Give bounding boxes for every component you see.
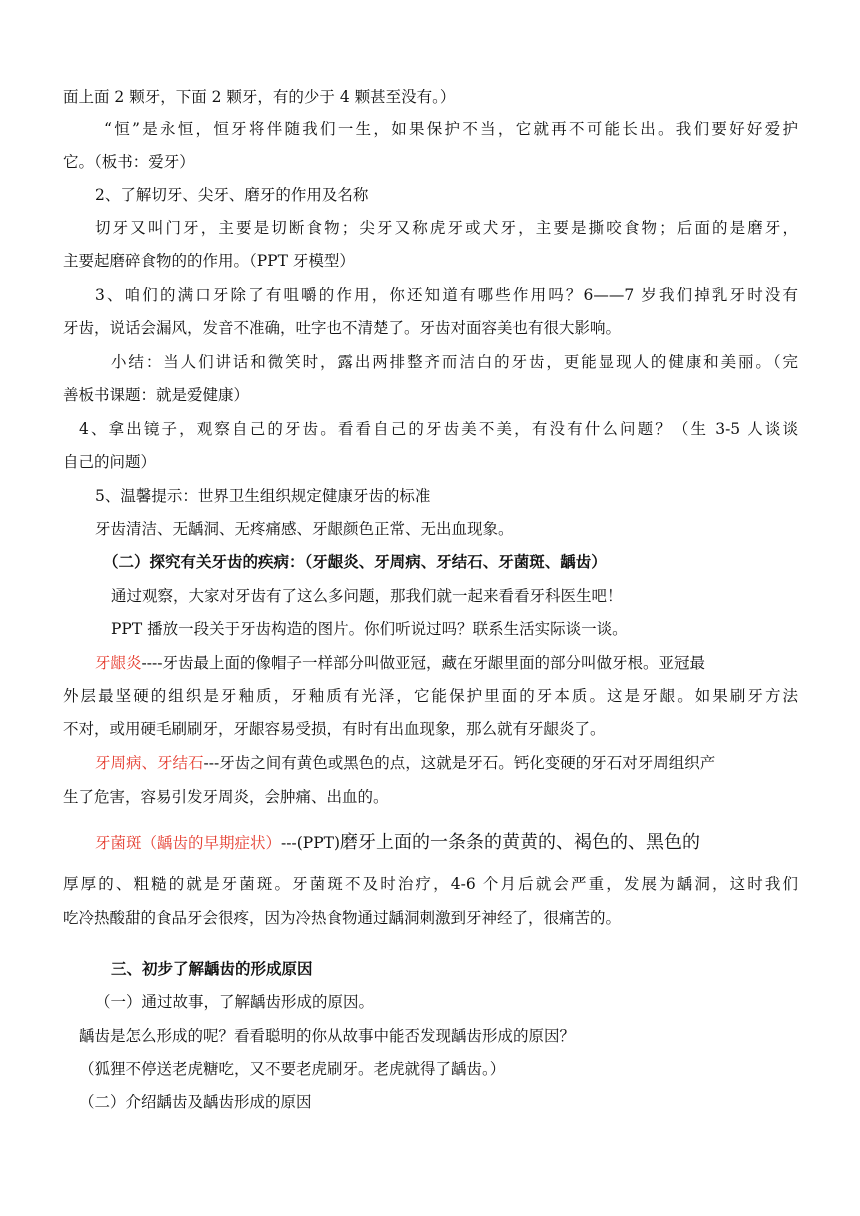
text-line: 善板书课题：就是爱健康） [63, 386, 250, 404]
text-line: 2、了解切牙、尖牙、磨牙的作用及名称 [95, 186, 369, 204]
disease-paragraph-line [95, 652, 860, 674]
text-line: 它。（板书：爱牙） [63, 153, 195, 171]
text-line: 面上面 2 颗牙，下面 2 颗牙，有的少于 4 颗甚至没有。） [63, 88, 456, 106]
text-line: 吃冷热酸甜的食品牙会很疼，因为冷热食物通过龋洞刺激到牙神经了，很痛苦的。 [63, 909, 622, 927]
text-line: 切牙又叫门牙，主要是切断食物；尖牙又称虎牙或犬牙，主要是撕咬食物；后面的是磨牙， [95, 219, 798, 237]
disease-paragraph-line [95, 830, 860, 856]
disease-term: 牙菌斑（龋齿的早期症状） [95, 834, 282, 852]
text-line: 牙齿，说话会漏风，发音不准确，吐字也不清楚了。牙齿对面容美也有很大影响。 [63, 319, 622, 337]
section-heading: 三、初步了解龋齿的形成原因 [111, 959, 313, 978]
text-line: 4、拿出镜子，观察自己的牙齿。看看自己的牙齿美不美，有没有什么问题？（生 3-5 人谈谈 [79, 420, 798, 438]
summary-line: 小结：当人们讲话和微笑时，露出两排整齐而洁白的牙齿，更能显现人的健康和美丽。（完 [111, 353, 798, 371]
text-line: 生了危害，容易引发牙周炎，会肿痛、出血的。 [63, 788, 389, 806]
text-line: （一）通过故事，了解龋齿形成的原因。 [95, 993, 375, 1011]
text-line: （二）介绍龋齿及龋齿形成的原因 [79, 1093, 312, 1111]
text-line: 5、温馨提示：世界卫生组织规定健康牙齿的标准 [95, 487, 431, 505]
text-line: PPT 播放一段关于牙齿构造的图片。你们听说过吗？联系生活实际谈一谈。 [111, 620, 628, 638]
disease-description: ---(PPT) [281, 834, 341, 852]
text-line: 不对，或用硬毛刷刷牙，牙龈容易受损，有时有出血现象，那么就有牙龈炎了。 [63, 720, 606, 738]
text-line: 外层最坚硬的组织是牙釉质，牙釉质有光泽，它能保护里面的牙本质。这是牙龈。如果刷牙方法 [63, 687, 798, 705]
disease-term: 牙龈炎 [95, 654, 142, 672]
text-line: 通过观察，大家对牙齿有了这么多问题，那我们就一起来看看牙科医生吧！ [111, 587, 623, 605]
text-line: 龋齿是怎么形成的呢？看看聪明的你从故事中能否发现龋齿形成的原因？ [79, 1027, 576, 1045]
disease-description: ---牙齿之间有黄色或黑色的点，这就是牙石。钙化变硬的牙石对牙周组织产 [203, 754, 716, 772]
section-heading: （二）探究有关牙齿的疾病：（牙龈炎、牙周病、牙结石、牙菌斑、龋齿） [103, 552, 607, 571]
text-line: “恒”是永恒，恒牙将伴随我们一生，如果保护不当，它就再不可能长出。我们要好好爱护 [104, 120, 798, 138]
disease-paragraph-line [95, 752, 860, 774]
text-line: 主要起磨碎食物的的作用。（PPT 牙模型） [63, 252, 355, 270]
text-line: 牙齿清洁、无龋洞、无疼痛感、牙龈颜色正常、无出血现象。 [95, 520, 514, 538]
large-text: 磨牙上面的一条条的黄黄的、褐色的、黑色的 [340, 832, 701, 853]
text-line: 3、咱们的满口牙除了有咀嚼的作用，你还知道有哪些作用吗？6——7 岁我们掉乳牙时没有 [95, 286, 798, 304]
disease-description: ----牙齿最上面的像帽子一样部分叫做亚冠，藏在牙龈里面的部分叫做牙根。亚冠最 [141, 654, 705, 672]
text-line: 厚厚的、粗糙的就是牙菌斑。牙菌斑不及时治疗，4-6 个月后就会严重，发展为龋洞，这时我们 [63, 875, 798, 893]
text-line: （狐狸不停送老虎糖吃，又不要老虎刷牙。老虎就得了龋齿。） [79, 1060, 506, 1078]
disease-term: 牙周病、牙结石 [95, 754, 204, 772]
text-line: 自己的问题） [63, 453, 157, 471]
